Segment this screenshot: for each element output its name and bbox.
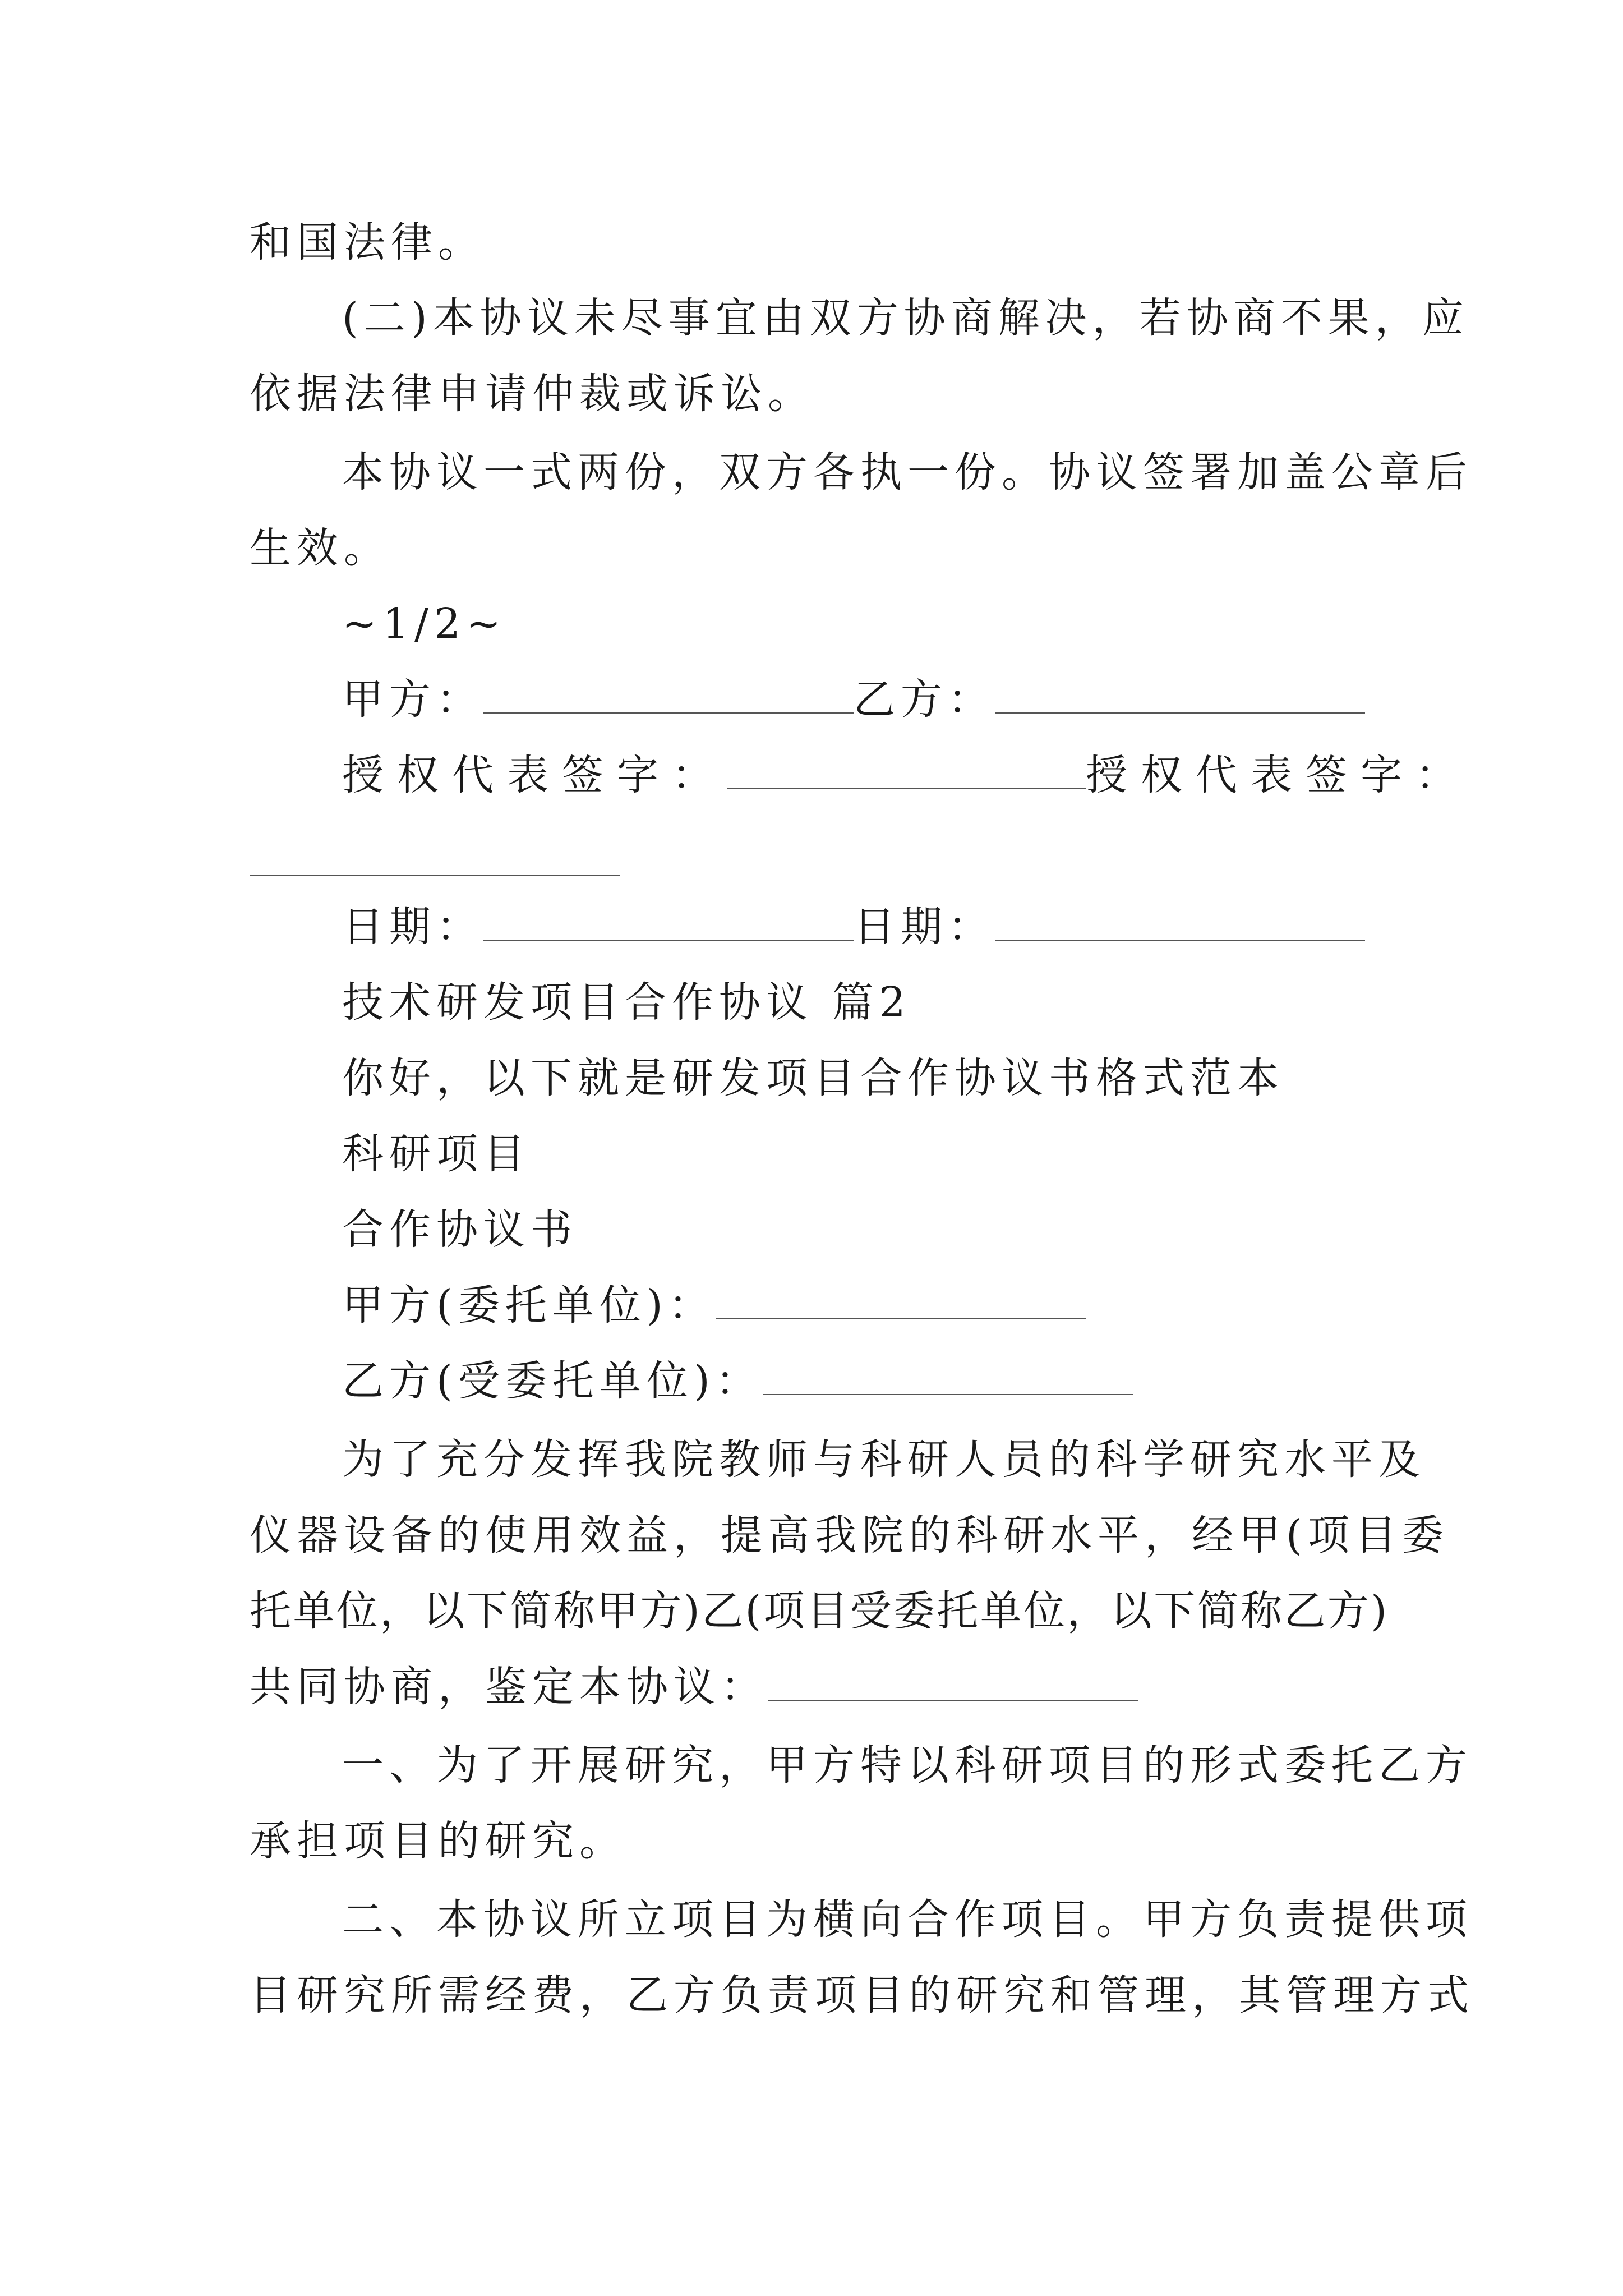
party-a-full-line [342, 1281, 1086, 1329]
text-line: 二、本协议所立项目为横向合作项目。甲方负责提供项 [342, 1895, 1473, 1944]
intro-line: 你好，以下就是研发项目合作协议书格式范本 [342, 1054, 1284, 1102]
party-a-full-label: 甲方(委托单位)： [342, 1281, 716, 1329]
date-b-blank [995, 906, 1365, 941]
text-line: 本协议一式两份，双方各执一份。协议签署加盖公章后 [342, 448, 1473, 496]
text-line: (二)本协议未尽事宜由双方协商解决，若协商不果，应 [342, 294, 1469, 342]
text-line: 和国法律。 [250, 218, 485, 266]
auth-sign-b-blank [250, 875, 620, 876]
text-line: 仪器设备的使用效益，提高我院的科研水平，经甲(项目委 [250, 1511, 1449, 1559]
section-heading: 技术研发项目合作协议 篇2 [342, 978, 911, 1027]
text-line: 承担项目的研究。 [250, 1817, 626, 1865]
party-b-full-line [342, 1357, 1133, 1405]
agreement-label: 共同协商，鉴定本协议： [250, 1663, 768, 1711]
date-a-label: 日期： [342, 903, 483, 951]
agreement-line [250, 1663, 1138, 1711]
text-line: 托单位，以下简称甲方)乙(项目受委托单位，以下简称乙方) [250, 1587, 1388, 1635]
text-line: 目研究所需经费，乙方负责项目的研究和管理，其管理方式 [250, 1971, 1474, 2019]
date-a-blank [483, 906, 854, 941]
auth-sign-a-blank [727, 754, 1086, 789]
party-a-full-blank [716, 1285, 1086, 1319]
title-line-1: 科研项目 [342, 1130, 531, 1178]
signature-line-parties [342, 675, 1365, 724]
auth-sign-a-label: 授权代表签字： [342, 751, 727, 799]
agreement-blank [768, 1666, 1138, 1701]
title-line-2: 合作协议书 [342, 1205, 578, 1254]
party-b-blank [995, 679, 1365, 714]
date-b-label: 日期： [854, 903, 995, 951]
party-b-full-blank [763, 1360, 1133, 1395]
party-a-label: 甲方： [342, 675, 483, 724]
text-line: 依据法律申请仲裁或诉讼。 [250, 370, 815, 418]
text-line: 生效。 [250, 524, 391, 572]
text-line: 一、为了开展研究，甲方特以科研项目的形式委托乙方 [342, 1741, 1473, 1789]
page-marker: ~1/2~ [342, 600, 507, 648]
party-b-full-label: 乙方(受委托单位)： [342, 1357, 763, 1405]
text-line: 为了充分发挥我院教师与科研人员的科学研究水平及 [342, 1435, 1426, 1484]
party-a-blank [483, 679, 854, 714]
signature-line-auth [342, 751, 1470, 799]
auth-sign-b-label: 授权代表签字： [1086, 751, 1470, 799]
signature-line-dates [342, 903, 1365, 951]
party-b-label: 乙方： [854, 675, 995, 724]
